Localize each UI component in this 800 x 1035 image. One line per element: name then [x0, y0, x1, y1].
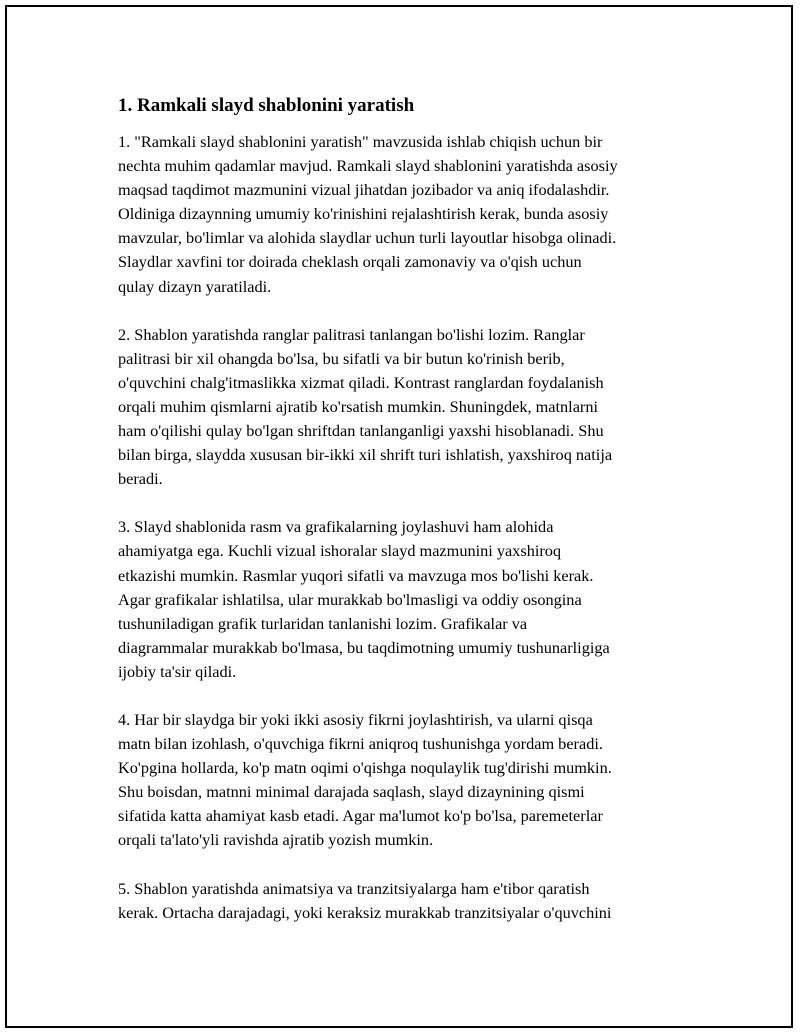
- paragraph-line: kerak. Ortacha darajadagi, yoki keraksiz murakkab tranzitsiyalar o'quvchini: [118, 902, 612, 922]
- paragraph-line: tushuniladigan grafik turlaridan tanlanishi lozim. Grafikalar va: [118, 613, 528, 633]
- paragraph-line: maqsad taqdimot mazmunini vizual jihatdan jozibador va aniq ifodalashdir.: [118, 180, 610, 200]
- paragraph-line: etkazishi mumkin. Rasmlar yuqori sifatli va mavzuga mos bo'lishi kerak.: [118, 565, 594, 585]
- paragraph-line: diagrammalar murakkab bo'lmasa, bu taqdimotning umumiy tushunarligiga: [118, 637, 610, 657]
- paragraph-line: o'quvchini chalg'itmaslikka xizmat qiladi. Kontrast ranglardan foydalanish: [118, 372, 604, 392]
- paragraph-2: [118, 323, 698, 492]
- paragraph-line: beradi.: [118, 469, 163, 489]
- paragraph-line: Slaydlar xavfini tor doirada cheklash orqali zamonaviy va o'qish uchun: [118, 252, 582, 272]
- paragraph-line: 2. Shablon yaratishda ranglar palitrasi tanlangan bo'lishi lozim. Ranglar: [118, 324, 585, 344]
- paragraph-1: [118, 130, 698, 299]
- paragraph-line: Shu boisdan, matnni minimal darajada saqlash, slayd dizaynining qismi: [118, 782, 585, 802]
- paragraph-line: ijobiy ta'sir qiladi.: [118, 661, 237, 681]
- paragraph-line: 5. Shablon yaratishda animatsiya va tranzitsiyalarga ham e'tibor qaratish: [118, 878, 590, 898]
- paragraph-line: Oldiniga dizaynning umumiy ko'rinishini rejalashtirish kerak, bunda asosiy: [118, 204, 609, 224]
- paragraph-line: Agar grafikalar ishlatilsa, ular murakkab bo'lmasligi va oddiy osongina: [118, 589, 582, 609]
- paragraph-line: orqali ta'lato'yli ravishda ajratib yozish mumkin.: [118, 830, 434, 850]
- paragraph-line: mavzular, bo'limlar va alohida slaydlar uchun turli layoutlar hisobga olinadi.: [118, 228, 617, 248]
- paragraph-line: bilan birga, slaydda xususan bir-ikki xil shrift turi ishlatish, yaxshiroq natija: [118, 445, 613, 465]
- paragraph-line: palitrasi bir xil ohangda bo'lsa, bu sifatli va bir butun ko'rinish berib,: [118, 348, 565, 368]
- paragraph-line: ahamiyatga ega. Kuchli vizual ishoralar slayd mazmunini yaxshiroq: [118, 541, 562, 561]
- paragraph-line: ham o'qilishi qulay bo'lgan shriftdan tanlanganligi yaxshi hisoblanadi. Shu: [118, 421, 604, 441]
- paragraph-line: 4. Har bir slaydga bir yoki ikki asosiy fikrni joylashtirish, va ularni qisqa: [118, 709, 593, 729]
- paragraph-line: nechta muhim qadamlar mavjud. Ramkali slayd shablonini yaratishda asosiy: [118, 156, 618, 176]
- paragraph-line: Ko'pgina hollarda, ko'p matn oqimi o'qishga noqulaylik tug'dirishi mumkin.: [118, 758, 612, 778]
- paragraph-3: [118, 515, 698, 684]
- document-title: 1. Ramkali slayd shablonini yaratish: [118, 95, 415, 116]
- paragraph-line: orqali muhim qismlarni ajratib ko'rsatish mumkin. Shuningdek, matnlarni: [118, 396, 599, 416]
- document-content: [118, 94, 698, 949]
- paragraph-line: 1. "Ramkali slayd shablonini yaratish" mavzusida ishlab chiqish uchun bir: [118, 132, 603, 151]
- paragraph-line: 3. Slayd shablonida rasm va grafikalarning joylashuvi ham alohida: [118, 517, 554, 537]
- paragraph-4: [118, 708, 698, 853]
- paragraph-line: matn bilan izohlash, o'quvchiga fikrni aniqroq tushunishga yordam beradi.: [118, 734, 603, 754]
- paragraph-5: [118, 877, 698, 925]
- paragraph-line: qulay dizayn yaratiladi.: [118, 276, 272, 296]
- paragraph-line: sifatida katta ahamiyat kasb etadi. Agar ma'lumot ko'p bo'lsa, paremeterlar: [118, 806, 603, 826]
